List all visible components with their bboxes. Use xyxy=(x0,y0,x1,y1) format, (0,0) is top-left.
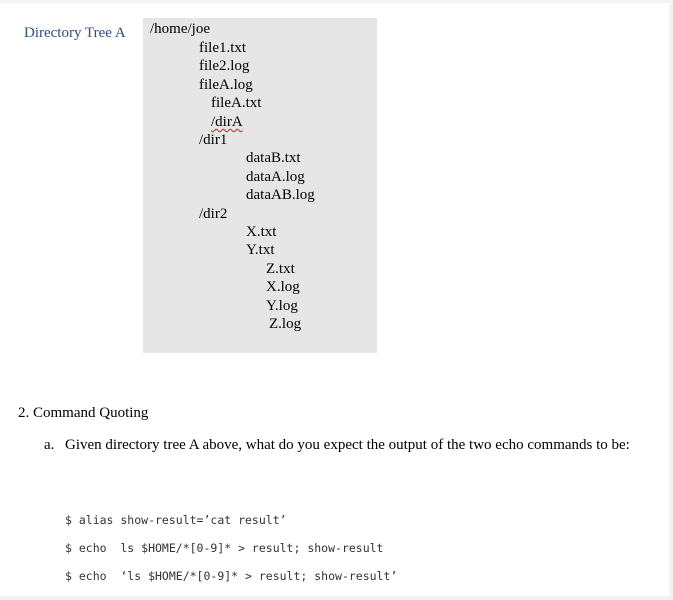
tree-entry-dir1: /dir1 xyxy=(199,132,228,148)
question-a xyxy=(44,436,634,455)
command-line-echo-unquoted: $ echo ls $HOME/*[0-9]* > result; show-result xyxy=(65,541,384,555)
tree-entry-fileA-txt: fileA.txt xyxy=(211,95,262,111)
tree-entry-dir2: /dir2 xyxy=(199,206,228,222)
section-title: 2. Command Quoting xyxy=(18,405,149,421)
tree-entry-X-txt: X.txt xyxy=(246,224,277,240)
tree-entry-Z-log: Z.log xyxy=(269,316,302,332)
tree-caption: Directory Tree A xyxy=(24,25,126,41)
tree-entry-file2-log: file2.log xyxy=(199,58,250,74)
tree-entry-Z-txt: Z.txt xyxy=(266,261,295,277)
tree-entry-Y-log: Y.log xyxy=(266,298,298,314)
document-page xyxy=(0,3,669,596)
tree-entry-dirA: /dirA xyxy=(211,114,243,130)
tree-entry-home: /home/joe xyxy=(150,21,210,37)
tree-entry-Y-txt: Y.txt xyxy=(246,242,275,258)
question-text: Given directory tree A above, what do you expect the output of the two echo commands to be: xyxy=(65,437,630,453)
tree-entry-dataAB-log: dataAB.log xyxy=(246,187,315,203)
question-marker: a. xyxy=(44,437,55,453)
command-line-echo-quoted: $ echo ‘ls $HOME/*[0-9]* > result; show-result’ xyxy=(65,569,398,583)
command-line-alias: $ alias show-result=’cat result’ xyxy=(65,513,287,527)
tree-entry-dataB-txt: dataB.txt xyxy=(246,150,301,166)
tree-entry-dataA-log: dataA.log xyxy=(246,169,305,185)
tree-entry-fileA-log: fileA.log xyxy=(199,77,253,93)
tree-entry-X-log: X.log xyxy=(266,279,300,295)
directory-tree xyxy=(143,18,377,353)
tree-entry-file1-txt: file1.txt xyxy=(199,40,247,56)
